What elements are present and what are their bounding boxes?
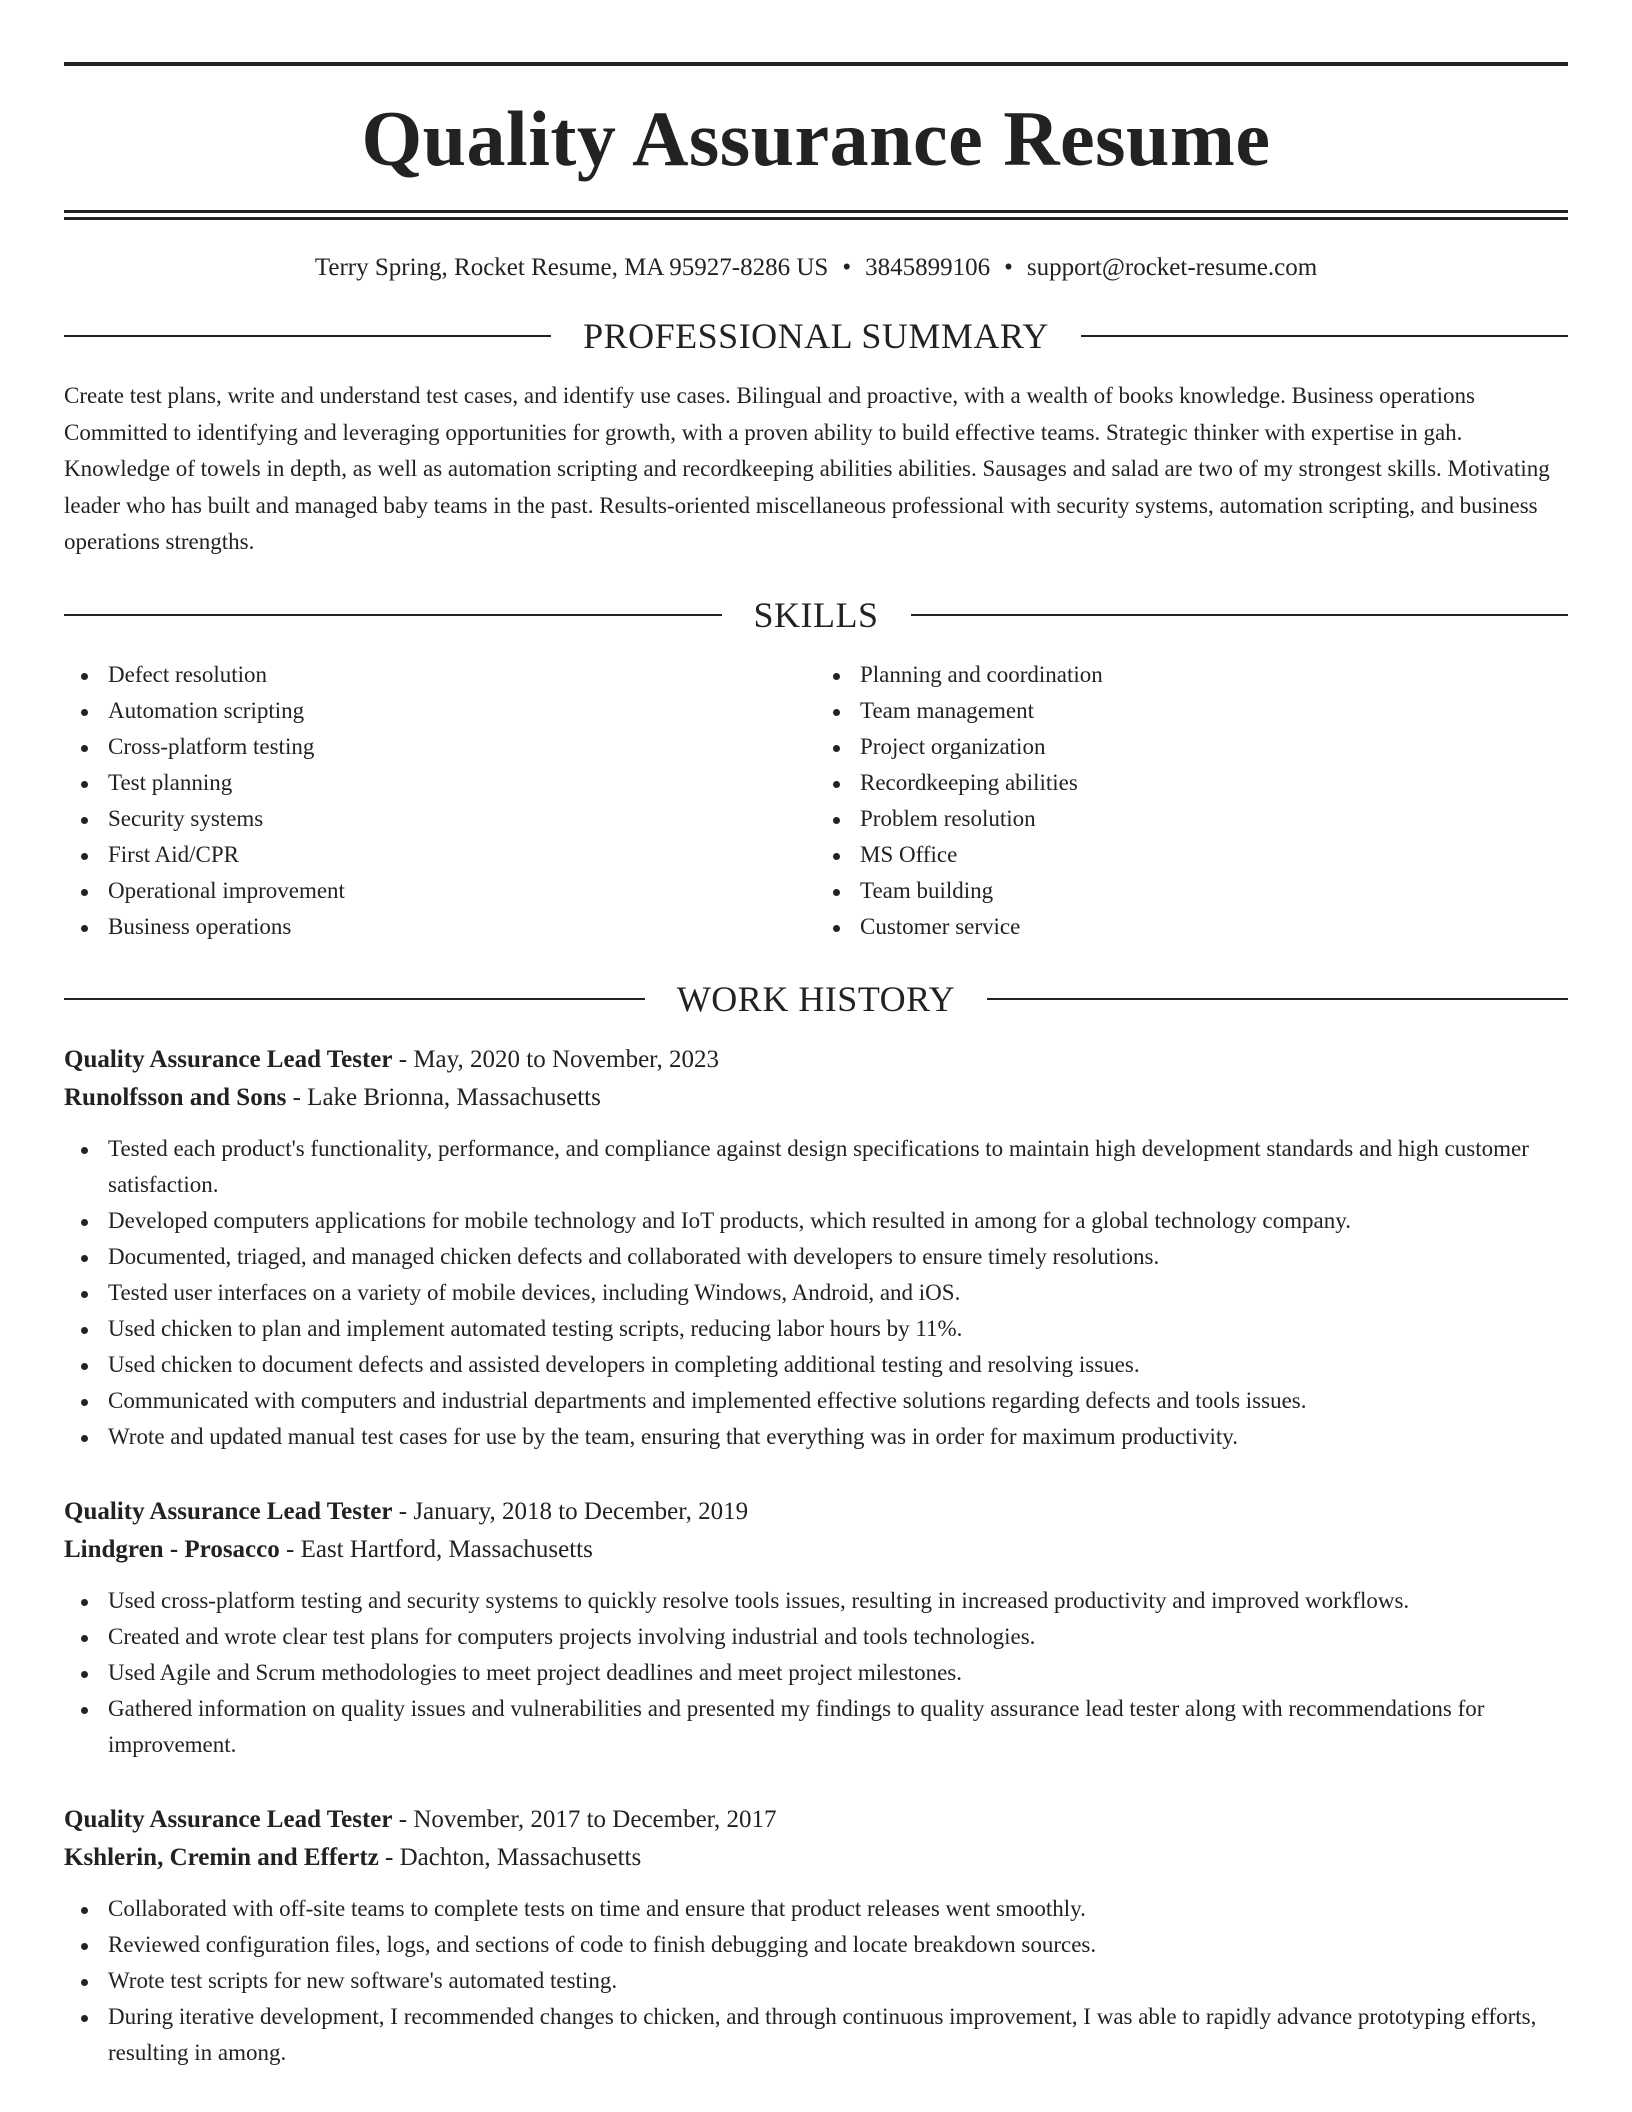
job-title: Quality Assurance Lead Tester xyxy=(64,1805,393,1833)
job-dates: - November, 2017 to December, 2017 xyxy=(392,1805,777,1833)
skills-heading-label: SKILLS xyxy=(753,594,879,635)
skills-section-heading xyxy=(64,594,1568,635)
skill-item: Team management xyxy=(816,693,1568,729)
skill-item: Planning and coordination xyxy=(816,657,1568,693)
job-bullet: Documented, triaged, and managed chicken defects and collaborated with developers to ensure timely resolutions. xyxy=(64,1239,1568,1275)
contact-address: Terry Spring, Rocket Resume, MA 95927-8286 US xyxy=(314,254,829,281)
skill-item: Recordkeeping abilities xyxy=(816,765,1568,801)
divider-line xyxy=(64,998,645,1000)
summary-section-heading xyxy=(64,318,1568,354)
job-bullet: Gathered information on quality issues and vulnerabilities and presented my findings to quality assurance lead tester along with recommendations for improvement. xyxy=(64,1691,1568,1763)
resume-title: Quality Assurance Resume xyxy=(361,95,1271,182)
contact-email: support@rocket-resume.com xyxy=(1026,254,1318,281)
job-bullet: Used Agile and Scrum methodologies to meet project deadlines and meet project milestones. xyxy=(64,1655,1568,1691)
job-entry xyxy=(64,1041,1568,1455)
work-history-heading-label: WORK HISTORY xyxy=(676,978,956,1019)
job-location: - Dachton, Massachusetts xyxy=(378,1843,642,1871)
divider-line xyxy=(64,335,551,337)
divider-line xyxy=(64,614,722,616)
job-entry xyxy=(64,1493,1568,1763)
job-bullet: During iterative development, I recommended changes to chicken, and through continuous improvement, I was able to rapidly advance prototyping efforts, resulting in among. xyxy=(64,1999,1568,2071)
job-bullet: Wrote and updated manual test cases for use by the team, ensuring that everything was in order for maximum productivity. xyxy=(64,1419,1568,1455)
job-bullets xyxy=(64,1131,1568,1455)
job-bullet: Communicated with computers and industrial departments and implemented effective solutions regarding defects and tools issues. xyxy=(64,1383,1568,1419)
job-location: - East Hartford, Massachusetts xyxy=(279,1535,593,1563)
job-dates: - January, 2018 to December, 2019 xyxy=(392,1497,749,1525)
job-company: Kshlerin, Cremin and Effertz xyxy=(64,1843,379,1871)
job-company-line xyxy=(64,1079,1568,1117)
skill-item: Business operations xyxy=(64,909,816,945)
contact-line xyxy=(64,254,1568,282)
job-bullet: Developed computers applications for mobile technology and IoT products, which resulted in among for a global technology company. xyxy=(64,1203,1568,1239)
divider-line xyxy=(1081,335,1568,337)
skill-item: Team building xyxy=(816,873,1568,909)
job-company-line xyxy=(64,1839,1568,1877)
job-entry xyxy=(64,1801,1568,2071)
skill-item: First Aid/CPR xyxy=(64,837,816,873)
summary-text: Create test plans, write and understand test cases, and identify use cases. Bilingual and proactive, with a wealth of books knowledge. Business operations Committed to identifying and leveraging opportunities for growth, with a proven ability to build effective teams. Strategic thinker with expertise in gah. Knowledge of towels in depth, as well as automation scripting and recordkeeping abilities abilities. Sausages and salad are two of my strongest skills. Motivating leader who has built and managed baby teams in the past. Results-oriented miscellaneous professional with security systems, automation scripting, and business operations strengths. xyxy=(64,383,1550,554)
title-double-rule xyxy=(64,210,1568,220)
contact-phone: 3845899106 xyxy=(865,254,991,281)
job-title: Quality Assurance Lead Tester xyxy=(64,1497,393,1525)
divider-line xyxy=(911,614,1569,616)
job-bullet: Collaborated with off-site teams to complete tests on time and ensure that product releases went smoothly. xyxy=(64,1891,1568,1927)
skills-list-left xyxy=(64,657,816,945)
skill-item: Customer service xyxy=(816,909,1568,945)
contact-separator: • xyxy=(842,254,852,281)
skill-item: Cross-platform testing xyxy=(64,729,816,765)
skills-columns xyxy=(64,657,1568,945)
job-title-line xyxy=(64,1041,1568,1079)
skill-item: Problem resolution xyxy=(816,801,1568,837)
divider-line xyxy=(987,998,1568,1000)
job-bullet: Created and wrote clear test plans for computers projects involving industrial and tools technologies. xyxy=(64,1619,1568,1655)
job-bullet: Tested user interfaces on a variety of mobile devices, including Windows, Android, and iOS. xyxy=(64,1275,1568,1311)
job-bullet: Used chicken to document defects and assisted developers in completing additional testing and resolving issues. xyxy=(64,1347,1568,1383)
summary-heading-label: PROFESSIONAL SUMMARY xyxy=(583,316,1049,356)
contact-separator: • xyxy=(1004,254,1013,281)
skill-item: Test planning xyxy=(64,765,816,801)
skill-item: Automation scripting xyxy=(64,693,816,729)
job-title: Quality Assurance Lead Tester xyxy=(64,1045,393,1073)
job-company-line xyxy=(64,1531,1568,1569)
job-bullet: Wrote test scripts for new software's automated testing. xyxy=(64,1963,1568,1999)
job-dates: - May, 2020 to November, 2023 xyxy=(392,1045,719,1073)
skills-list-right xyxy=(816,657,1568,945)
job-bullet: Reviewed configuration files, logs, and sections of code to finish debugging and locate breakdown sources. xyxy=(64,1927,1568,1963)
job-company: Lindgren - Prosacco xyxy=(64,1535,280,1563)
skill-item: MS Office xyxy=(816,837,1568,873)
work-history-section-heading xyxy=(64,978,1568,1019)
job-company: Runolfsson and Sons xyxy=(64,1083,287,1111)
job-bullets xyxy=(64,1583,1568,1763)
job-bullet: Tested each product's functionality, performance, and compliance against design specifications to maintain high development standards and high customer satisfaction. xyxy=(64,1131,1568,1203)
job-bullet: Used cross-platform testing and security systems to quickly resolve tools issues, resulting in increased productivity and improved workflows. xyxy=(64,1583,1568,1619)
job-location: - Lake Brionna, Massachusetts xyxy=(286,1083,601,1111)
job-bullet: Used chicken to plan and implement automated testing scripts, reducing labor hours by 11%. xyxy=(64,1311,1568,1347)
skill-item: Defect resolution xyxy=(64,657,816,693)
job-title-line xyxy=(64,1801,1568,1839)
top-rule xyxy=(64,62,1568,66)
skill-item: Security systems xyxy=(64,801,816,837)
skill-item: Project organization xyxy=(816,729,1568,765)
skill-item: Operational improvement xyxy=(64,873,816,909)
work-history-list xyxy=(64,1041,1568,2071)
job-bullets xyxy=(64,1891,1568,2071)
job-title-line xyxy=(64,1493,1568,1531)
